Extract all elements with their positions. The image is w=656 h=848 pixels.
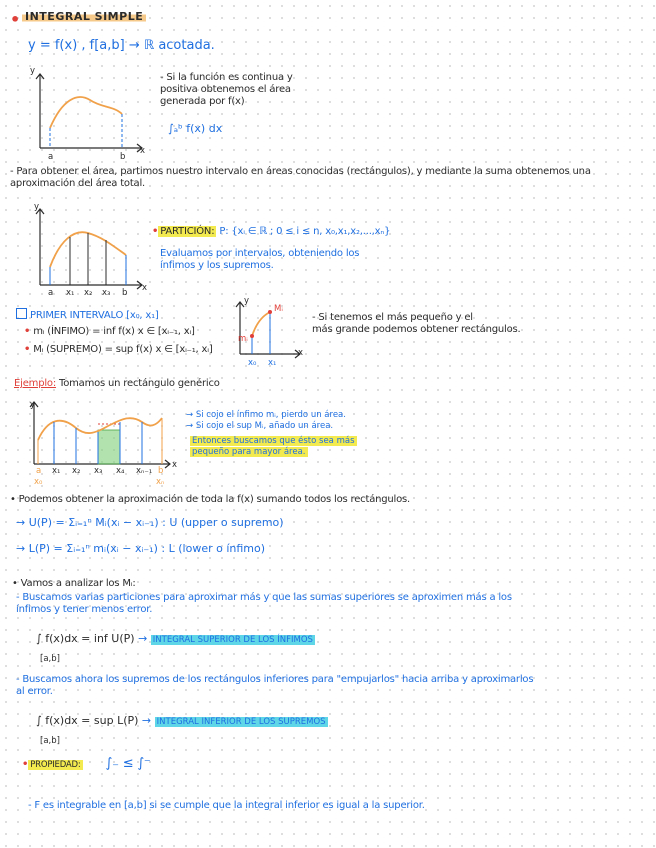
graph3-m-label: mᵢ bbox=[238, 334, 248, 344]
graph4-x-label: x bbox=[172, 460, 178, 470]
example-text: Tomamos un rectángulo genérico bbox=[59, 378, 220, 389]
page-title: INTEGRAL SIMPLE bbox=[22, 10, 146, 23]
intro-integral: ∫ₐᵇ f(x) dx bbox=[168, 122, 223, 135]
intro-note-line: generada por f(x) bbox=[160, 96, 245, 107]
intro-note-line: - Si la función es continua y bbox=[160, 72, 293, 83]
graph2-tick: x₁ bbox=[66, 288, 75, 298]
lower-sum: → L(P) = Σᵢ₌₁ⁿ mᵢ(xᵢ − xᵢ₋₁) : L (lower o ínfimo) bbox=[16, 542, 266, 555]
graph2-x-label: x bbox=[142, 283, 148, 293]
example-blue-note-line: → Si cojo el ínfimo mᵢ, pierdo un área. bbox=[186, 410, 346, 420]
example-label: Ejemplo: bbox=[14, 378, 57, 389]
graph-rectangles-partition bbox=[22, 205, 152, 300]
graph2-tick: b bbox=[122, 288, 128, 298]
analysis-line1 bbox=[16, 592, 512, 616]
particion-note bbox=[160, 248, 359, 272]
supremo-definition: • Mᵢ (SUPREMO) = sup f(x) x ∈ [xᵢ₋₁, xᵢ] bbox=[24, 344, 213, 355]
graph3-note-line: - Si tenemos el más pequeño y el bbox=[312, 312, 473, 323]
graph4-sub-tick: x₀ bbox=[34, 477, 43, 487]
graph2-tick: a bbox=[48, 288, 54, 298]
particion-formula: P: {xᵢ ∈ ℝ ; 0 ≤ i ≤ n, x₀,x₁,x₂,...,xₙ} bbox=[219, 226, 391, 237]
title-bullet: • bbox=[10, 10, 21, 29]
graph3-y-label: y bbox=[244, 296, 250, 306]
intro-note-line: positiva obtenemos el área bbox=[160, 84, 291, 95]
analysis-line: al error. bbox=[16, 686, 53, 697]
graph3-note-line: más grande podemos obtener rectángulos. bbox=[312, 324, 521, 335]
graph3-note bbox=[312, 312, 521, 336]
graph4-tick: b bbox=[158, 466, 164, 476]
analysis-line: ínfimos y tener menos error. bbox=[16, 604, 153, 615]
example-blue-note-line: → Si cojo el sup Mᵢ, añado un área. bbox=[186, 421, 334, 431]
infimo-definition: • mᵢ (ÍNFIMO) = inf f(x) x ∈ [xᵢ₋₁, xᵢ] bbox=[24, 326, 195, 337]
graph1-tick-b: b bbox=[120, 152, 126, 162]
example-highlight-notes bbox=[190, 436, 357, 458]
analysis-line: - Buscamos varias particiones para aproximar más y que las sumas superiores se aproximen más a los bbox=[16, 592, 512, 603]
graph4-tick: x₃ bbox=[94, 466, 103, 476]
graph4-sub-tick: xₙ bbox=[156, 477, 165, 487]
graph4-tick: x₂ bbox=[72, 466, 81, 476]
graph1-y-label: y bbox=[30, 66, 36, 76]
analysis-line2 bbox=[16, 674, 533, 698]
partition-paragraph bbox=[10, 166, 591, 190]
graph-area-under-curve bbox=[22, 70, 152, 160]
integral-inferior: ∫ f(x)dx = sup L(P) → INTEGRAL INFERIOR DE LOS SUPREMOS bbox=[36, 714, 326, 727]
graph3-x-label: x bbox=[298, 348, 304, 358]
graph4-tick: xₙ₋₁ bbox=[136, 466, 153, 476]
particion-definition: • PARTICIÓN: P: {xᵢ ∈ ℝ ; 0 ≤ i ≤ n, x₀,x₁,x₂,...,xₙ} bbox=[152, 226, 391, 237]
particion-note-line: ínfimos y los supremos. bbox=[160, 260, 274, 271]
example-highlight-line: Entonces buscamos que ésto sea más bbox=[192, 436, 355, 446]
checkbox-icon bbox=[16, 308, 27, 319]
analysis-heading: • Vamos a analizar los Mᵢ: bbox=[12, 578, 136, 589]
graph3-tick: x₀ bbox=[248, 358, 257, 368]
function-definition: y = f(x) , f[a,b] → ℝ acotada. bbox=[28, 38, 215, 53]
sum-text: • Podemos obtener la aproximación de toda la f(x) sumando todos los rectángulos. bbox=[10, 494, 411, 505]
graph2-tick: x₃ bbox=[102, 288, 111, 298]
graph4-tick: x₁ bbox=[52, 466, 61, 476]
intro-note bbox=[160, 72, 293, 108]
graph3-tick: x₁ bbox=[268, 358, 277, 368]
partition-line: - Para obtener el área, partimos nuestro intervalo en áreas conocidas (rectángulos), y mediante la suma obtenemos una bbox=[10, 166, 591, 177]
graph4-tick: x₄ bbox=[116, 466, 125, 476]
example-heading bbox=[14, 378, 220, 389]
graph2-tick: x₂ bbox=[84, 288, 93, 298]
integral-inferior-note: INTEGRAL INFERIOR DE LOS SUPREMOS bbox=[156, 717, 326, 727]
graph1-tick-a: a bbox=[48, 152, 54, 162]
integral-inferior-sub: [a,b] bbox=[40, 736, 60, 746]
partition-line: aproximación del área total. bbox=[10, 178, 146, 189]
graph4-tick: a bbox=[36, 466, 42, 476]
upper-sum: → U(P) = Σᵢ₌₁ⁿ Mᵢ(xᵢ − xᵢ₋₁) : U (upper o supremo) bbox=[16, 516, 284, 529]
integral-superior-sub: [a,b] bbox=[40, 654, 60, 664]
graph4-y-label: y bbox=[30, 400, 36, 410]
particion-label: PARTICIÓN: bbox=[160, 226, 215, 237]
graph1-x-label: x bbox=[140, 146, 146, 156]
analysis-line: - Buscamos ahora los supremos de los rectángulos inferiores para "empujarlos" hacia arriba y aproximarlos bbox=[16, 674, 534, 685]
example-highlight-line: pequeño para mayor área. bbox=[192, 447, 306, 457]
first-interval-heading: PRIMER INTERVALO [x₀, x₁] bbox=[16, 308, 159, 321]
particion-note-line: Evaluamos por intervalos, obteniendo los bbox=[160, 248, 360, 259]
graph2-y-label: y bbox=[34, 202, 40, 212]
integral-superior: ∫ f(x)dx = inf U(P) → INTEGRAL SUPERIOR DE LOS ÍNFIMOS bbox=[36, 632, 313, 645]
graph-interval-min-max bbox=[226, 298, 306, 368]
graph3-M-label: Mᵢ bbox=[274, 304, 283, 314]
property: • PROPIEDAD: ∫₋ ≤ ∫⁻ bbox=[22, 756, 151, 771]
conclusion: - F es integrable en [a,b] si se cumple que la integral inferior es igual a la superior. bbox=[28, 800, 425, 811]
property-formula: ∫₋ ≤ ∫⁻ bbox=[105, 756, 151, 771]
example-blue-notes bbox=[186, 410, 346, 432]
property-label: PROPIEDAD: bbox=[30, 760, 81, 770]
integral-superior-note: INTEGRAL SUPERIOR DE LOS ÍNFIMOS bbox=[152, 635, 313, 645]
